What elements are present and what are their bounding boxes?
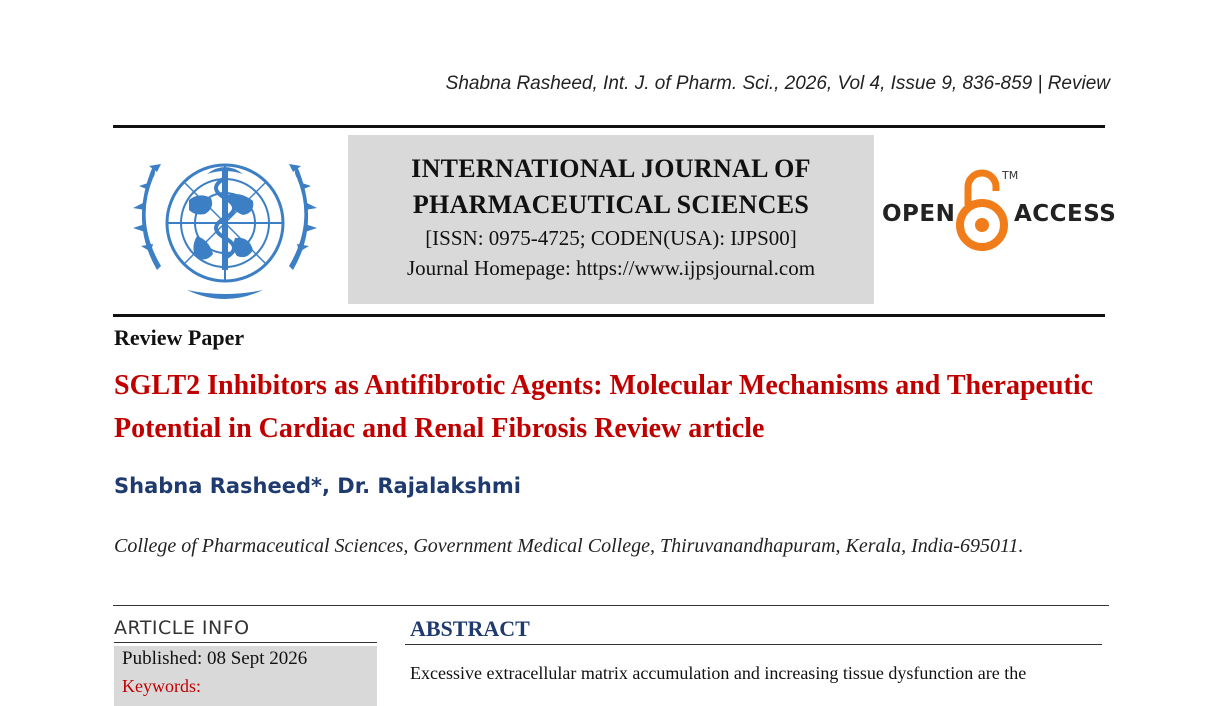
article-info-rule — [114, 642, 377, 643]
author-affiliation: College of Pharmaceutical Sciences, Government Medical College, Thiruvanandhapuram, Kerala, India-695011. — [114, 535, 1024, 557]
paper-type: Review Paper — [114, 325, 245, 350]
abstract-text: Excessive extracellular matrix accumulation and increasing tissue dysfunction are the — [410, 663, 1027, 683]
journal-masthead — [348, 135, 874, 304]
open-access-access-text: ACCESS — [1014, 201, 1117, 227]
paper-title: SGLT2 Inhibitors as Antifibrotic Agents: Molecular Mechanisms and Therapeutic Potential in Cardiac and Renal Fibrosis Review article — [114, 370, 1094, 444]
journal-title-line2: PHARMACEUTICAL SCIENCES — [412, 190, 810, 219]
keywords-label: Keywords: — [122, 676, 201, 696]
un-style-globe-emblem-icon — [127, 140, 323, 306]
trademark-mark: TM — [1002, 169, 1019, 182]
journal-title-line1: INTERNATIONAL JOURNAL OF — [411, 154, 811, 183]
abstract-rule — [405, 644, 1102, 645]
paper-authors: Shabna Rasheed*, Dr. Rajalakshmi — [114, 474, 521, 498]
citation-line: Shabna Rasheed, Int. J. of Pharm. Sci., 2026, Vol 4, Issue 9, 836-859 | Review — [445, 73, 1110, 94]
published-date: Published: 08 Sept 2026 — [122, 648, 308, 669]
section-divider — [113, 605, 1109, 606]
open-access-logo — [880, 165, 1117, 255]
abstract-heading: ABSTRACT — [410, 616, 530, 641]
header-top-rule — [113, 125, 1105, 128]
open-access-open-text: OPEN — [882, 201, 956, 227]
article-info-heading: ARTICLE INFO — [114, 617, 250, 639]
header-bottom-rule — [113, 314, 1105, 317]
journal-homepage[interactable]: Journal Homepage: https://www.ijpsjournal.com — [406, 256, 816, 280]
journal-issn: [ISSN: 0975-4725; CODEN(USA): IJPS00] — [425, 226, 797, 250]
